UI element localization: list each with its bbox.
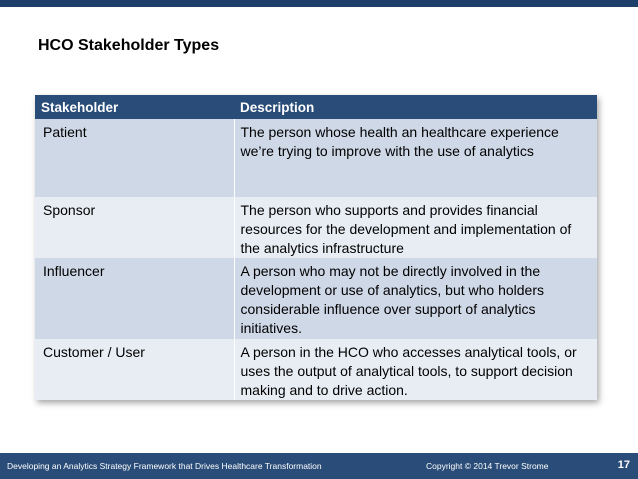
column-header-description: Description	[234, 95, 597, 119]
table-row	[35, 119, 597, 197]
table-row	[35, 339, 597, 400]
stakeholder-cell: Sponsor	[35, 197, 234, 258]
stakeholder-cell: Customer / User	[35, 339, 234, 400]
table-row	[35, 258, 597, 339]
page-number: 17	[617, 459, 630, 471]
column-header-stakeholder: Stakeholder	[35, 95, 234, 119]
footer-copyright: Copyright © 2014 Trevor Strome	[426, 461, 549, 471]
top-accent-bar	[0, 0, 638, 7]
stakeholder-cell: Patient	[35, 119, 234, 197]
description-cell: A person in the HCO who accesses analytical tools, or uses the output of analytical tools, to support decision making and to drive action.	[234, 339, 597, 400]
stakeholder-cell: Influencer	[35, 258, 234, 339]
description-cell: The person whose health an healthcare experience we’re trying to improve with the use of analytics	[234, 119, 597, 197]
table-row	[35, 197, 597, 258]
slide-title: HCO Stakeholder Types	[38, 37, 220, 54]
footer-bar	[0, 453, 638, 479]
stakeholder-table	[35, 95, 597, 400]
footer-presentation-title: Developing an Analytics Strategy Framework that Drives Healthcare Transformation	[7, 461, 322, 471]
description-cell: A person who may not be directly involved in the development or use of analytics, but who holders considerable influence over support of analytics initiatives.	[234, 258, 597, 339]
table-header-row	[35, 95, 597, 119]
description-cell: The person who supports and provides financial resources for the development and implementation of the analytics infrastructure	[234, 197, 597, 258]
